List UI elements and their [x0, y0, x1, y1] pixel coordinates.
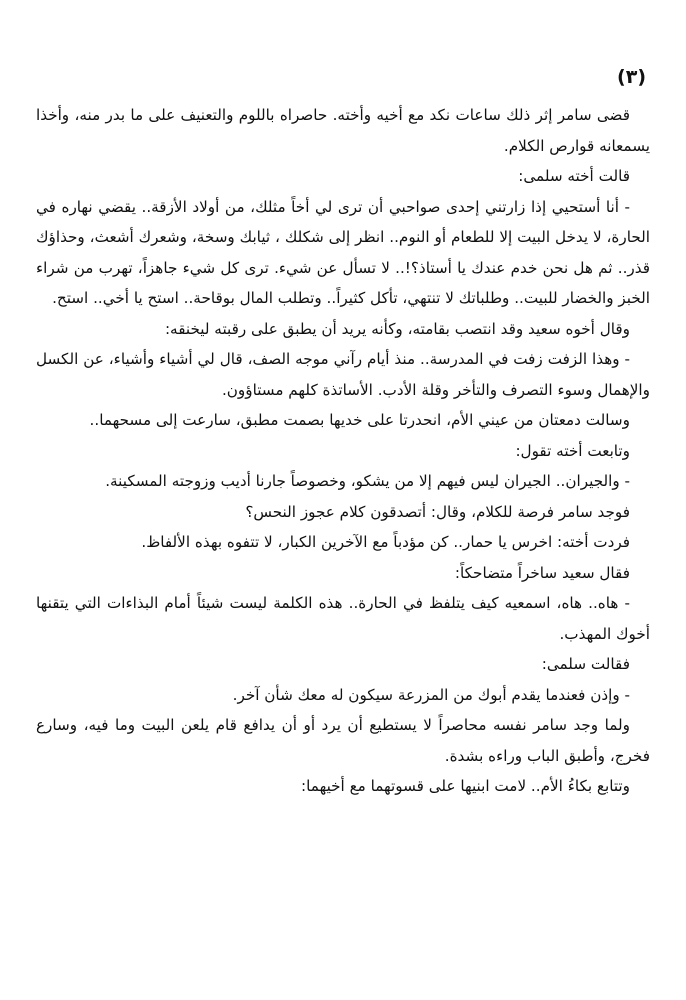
- paragraph: قضى سامر إثر ذلك ساعات نكد مع أخيه وأخته. حاصراه باللوم والتعنيف على ما بدر منه، وأخذا يسمعانه قوارص الكلام.: [36, 106, 650, 155]
- paragraph: - أنا أستحيي إذا زارتني إحدى صواحبي أن ترى لي أخاً مثلك، من أولاد الأزقة.. يقضي نهاره في الحارة، لا يدخل البيت إلا للطعام أو النوم.. انظر إلى شكلك ، ثيابك وسخة، وشعرك أشعث، وحذاؤك قذر.. ثم هل نحن خدم عندك يا أستاذ؟!.. لا تسأل عن شيء. ترى كل شيء جاهزاً، تهرب من شراء الخبز والخضار للبيت.. وطلباتك لا تنتهي، تأكل كثيراً.. وتطلب المال بوقاحة.. استح يا أخي.. استح.: [36, 197, 650, 307]
- paragraph: وسالت دمعتان من عيني الأم، انحدرتا على خديها بصمت مطبق، سارعت إلى مسحهما..: [89, 411, 630, 429]
- paragraph: وتابعت أخته تقول:: [515, 441, 630, 460]
- paragraph: - هاه.. هاه، اسمعيه كيف يتلفظ في الحارة.. هذه الكلمة ليست شيئاً أمام البذاءات التي يتقنها أخوك المهذب.: [36, 594, 650, 643]
- paragraph: - وإذن فعندما يقدم أبوك من المزرعة سيكون له معك شأن آخر.: [232, 685, 630, 704]
- paragraph: وقال أخوه سعيد وقد انتصب بقامته، وكأنه يريد أن يطبق على رقبته ليخنقه:: [164, 319, 630, 338]
- paragraph: - وهذا الزفت زفت في المدرسة.. منذ أيام رآني موجه الصف، قال لي أشياء وأشياء، عن الكسل والإهمال وسوء التصرف والتأخر وقلة الأدب. الأساتذة كلهم مستاؤون.: [36, 350, 650, 399]
- paragraph: فوجد سامر فرصة للكلام، وقال: أتصدقون كلام عجوز النحس؟: [245, 502, 630, 521]
- paragraph: فردت أخته: اخرس يا حمار.. كن مؤدباً مع الآخرين الكبار، لا تتفوه بهذه الألفاظ.: [141, 533, 630, 551]
- page-number: (٣): [617, 66, 646, 88]
- paragraph: - والجيران.. الجيران ليس فيهم إلا من يشكو، وخصوصاً جارنا أديب وزوجته المسكينة.: [105, 472, 630, 490]
- story-text: [36, 100, 650, 802]
- paragraph: وتتابع بكاءُ الأم.. لامت ابنيها على قسوتهما مع أخيهما:: [301, 777, 630, 795]
- paragraph: فقالت سلمى:: [541, 655, 630, 673]
- paragraph: فقال سعيد ساخراً متضاحكاً:: [454, 563, 630, 582]
- paragraph: ولما وجد سامر نفسه محاصراً لا يستطيع أن يرد أو أن يدافع قام يلعن البيت وما فيه، وسارع فخرج، وأطبق الباب وراءه بشدة.: [36, 716, 650, 765]
- paragraph: قالت أخته سلمى:: [518, 167, 630, 185]
